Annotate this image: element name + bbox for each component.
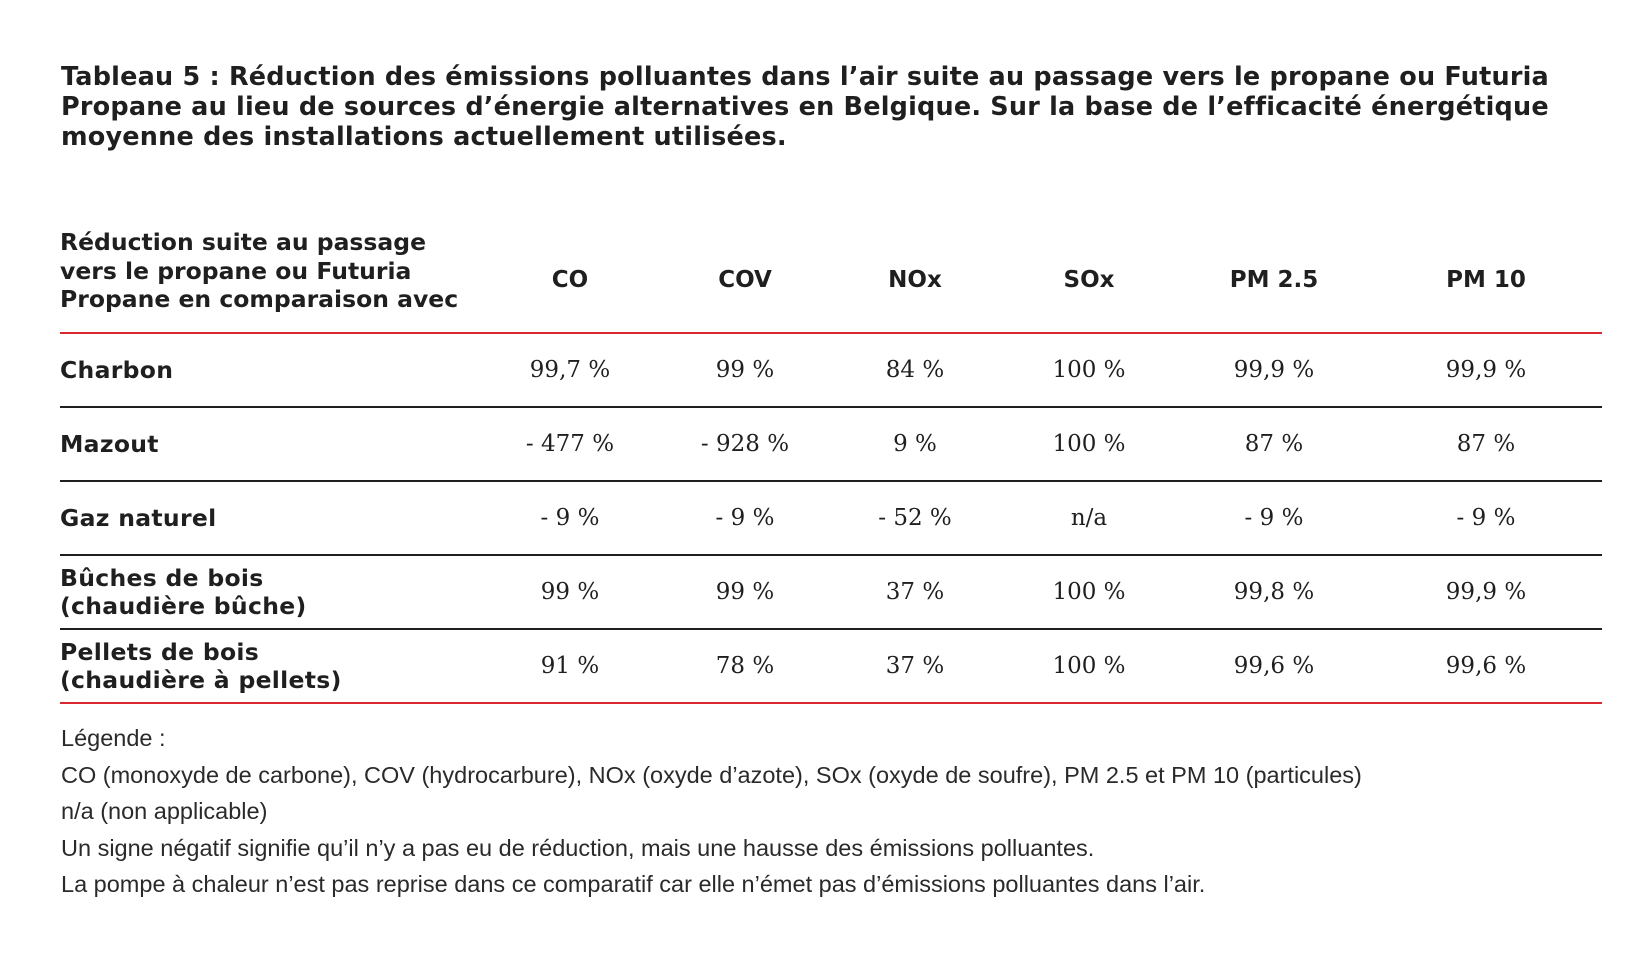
table-header [60, 228, 1602, 333]
row-label [60, 481, 480, 555]
row-label [60, 333, 480, 407]
table-cell: 99,8 % [1178, 555, 1370, 629]
row-header-line: Propane en comparaison avec [60, 285, 459, 313]
row-label-line: Pellets de bois [60, 637, 260, 666]
table-row [60, 407, 1602, 481]
table-cell: 99 % [660, 333, 830, 407]
row-label [60, 629, 480, 703]
table-cell: 87 % [1178, 407, 1370, 481]
table-cell: - 9 % [480, 481, 660, 555]
row-label-line: Mazout [60, 429, 159, 458]
table-row [60, 555, 1602, 629]
table-title: Tableau 5 : Réduction des émissions polluantes dans l’air suite au passage vers le propane ou Futuria Propane au lieu de sources d’énergie alternatives en Belgique. Sur la base de l’efficacité énergétique moyenne des installations actuellement utilisées. [61, 62, 1549, 152]
table-cell: 99,9 % [1178, 333, 1370, 407]
table-cell: 99,7 % [480, 333, 660, 407]
row-label [60, 555, 480, 629]
row-label [60, 407, 480, 481]
column-header-cov: COV [660, 228, 830, 333]
row-label-line: Charbon [60, 355, 174, 384]
document-page [60, 62, 1601, 897]
column-header-nox: NOx [830, 228, 1000, 333]
table-row [60, 333, 1602, 407]
table-cell: - 52 % [830, 481, 1000, 555]
table-cell: 99 % [480, 555, 660, 629]
table-cell: - 9 % [1178, 481, 1370, 555]
table-cell: 37 % [830, 629, 1000, 703]
table-body [60, 333, 1602, 703]
row-header-line: vers le propane ou Futuria [60, 256, 412, 285]
table-row [60, 629, 1602, 703]
table-cell: 100 % [1000, 555, 1178, 629]
table-cell: 84 % [830, 333, 1000, 407]
column-header-sox: SOx [1000, 228, 1178, 333]
table-cell: 78 % [660, 629, 830, 703]
column-header-co: CO [480, 228, 660, 333]
table-cell: 37 % [830, 555, 1000, 629]
table-cell: - 9 % [1370, 481, 1602, 555]
table-row [60, 481, 1602, 555]
legend-line: n/a (non applicable) [61, 798, 268, 824]
legend-line: CO (monoxyde de carbone), COV (hydrocarbure), NOx (oxyde d’azote), SOx (oxyde de soufre), PM 2.5 et PM 10 (particules) [61, 761, 1362, 788]
row-header-line: Réduction suite au passage [60, 228, 427, 256]
column-header-pm10: PM 10 [1370, 228, 1602, 333]
table-cell: 99,6 % [1178, 629, 1370, 703]
column-header-pm25: PM 2.5 [1178, 228, 1370, 333]
table-cell: 99,9 % [1370, 333, 1602, 407]
row-label-line: Gaz naturel [60, 503, 217, 532]
table-cell: 99,6 % [1370, 629, 1602, 703]
table-cell: 99 % [660, 555, 830, 629]
table-cell: 100 % [1000, 629, 1178, 703]
legend-heading: Légende : [61, 725, 166, 751]
legend-line: La pompe à chaleur n’est pas reprise dans ce comparatif car elle n’émet pas d’émissions polluantes dans l’air. [61, 871, 1206, 897]
table-cell: n/a [1000, 481, 1178, 555]
emissions-table [60, 228, 1602, 704]
table-cell: 9 % [830, 407, 1000, 481]
table-cell: 100 % [1000, 333, 1178, 407]
table-cell: - 928 % [660, 407, 830, 481]
legend [61, 720, 1621, 903]
row-label-line: Bûches de bois [60, 563, 264, 592]
row-label-line: (chaudière bûche) [60, 591, 307, 620]
table-cell: 99,9 % [1370, 555, 1602, 629]
table-cell: - 9 % [660, 481, 830, 555]
header-row [60, 228, 1602, 333]
table-cell: 100 % [1000, 407, 1178, 481]
row-label-line: (chaudière à pellets) [60, 665, 342, 694]
row-header-cell [60, 228, 480, 333]
table-cell: 91 % [480, 629, 660, 703]
table-cell: 87 % [1370, 407, 1602, 481]
legend-line: Un signe négatif signifie qu’il n’y a pas eu de réduction, mais une hausse des émissions polluantes. [61, 834, 1095, 861]
table-cell: - 477 % [480, 407, 660, 481]
